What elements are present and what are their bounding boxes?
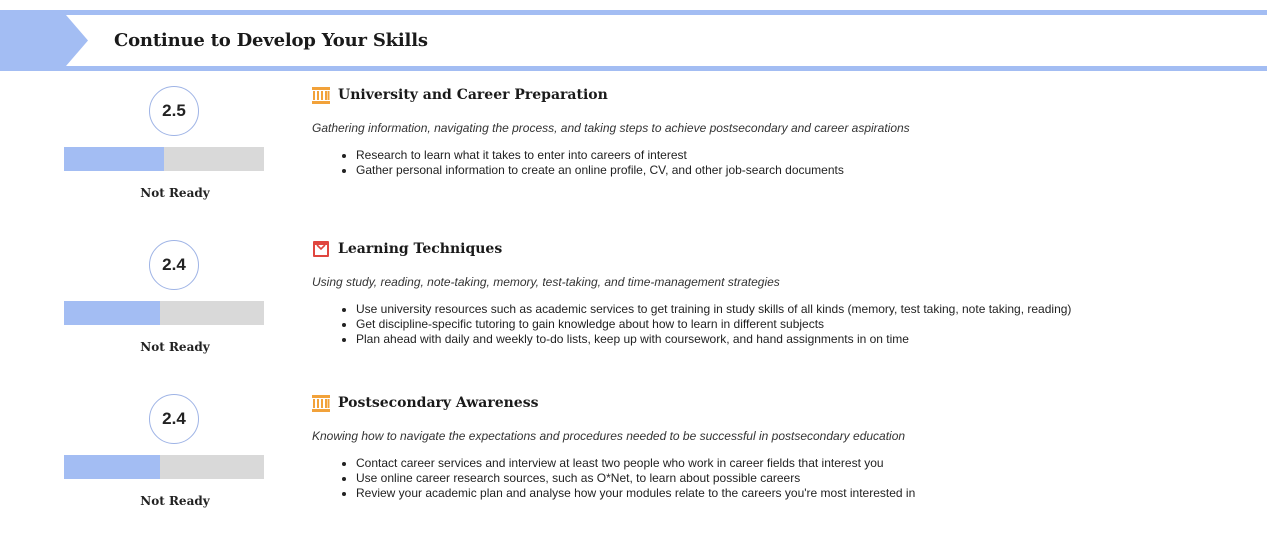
recommendation-list — [340, 148, 844, 178]
skill-university-career-preparation — [0, 86, 1267, 236]
skill-title: Postsecondary Awareness — [338, 395, 539, 411]
header-top-bar — [0, 10, 1267, 15]
university-icon — [312, 86, 330, 104]
skill-description: Using study, reading, note-taking, memory, test-taking, and time-management strategies — [312, 275, 780, 289]
list-item: • Gather personal information to create an online profile, CV, and other job-search documents — [356, 163, 844, 178]
readiness-bar-fill — [64, 301, 160, 325]
recommendation-list — [340, 302, 1071, 347]
header-chevron-icon — [0, 15, 88, 66]
skill-description: Gathering information, navigating the process, and taking steps to achieve postsecondary and career aspirations — [312, 121, 910, 135]
status-label: Not Ready — [140, 186, 210, 200]
recommendation-list — [340, 456, 915, 501]
readiness-bar — [64, 301, 264, 325]
header-bottom-bar — [0, 66, 1267, 71]
skill-learning-techniques — [0, 240, 1267, 390]
status-label: Not Ready — [140, 494, 210, 508]
list-item: • Research to learn what it takes to enter into careers of interest — [356, 148, 844, 163]
readiness-bar — [64, 455, 264, 479]
list-item: • Plan ahead with daily and weekly to-do lists, keep up with coursework, and hand assignments in on time — [356, 332, 1071, 347]
skill-title: University and Career Preparation — [338, 87, 608, 103]
notebook-icon — [312, 240, 330, 258]
page-title: Continue to Develop Your Skills — [114, 30, 428, 51]
skill-description: Knowing how to navigate the expectations and procedures needed to be successful in postsecondary education — [312, 429, 906, 443]
readiness-bar-fill — [64, 455, 160, 479]
list-item: • Contact career services and interview at least two people who work in career fields that interest you — [356, 456, 915, 471]
score-badge: 2.4 — [149, 240, 199, 290]
status-label: Not Ready — [140, 340, 210, 354]
list-item: • Get discipline-specific tutoring to gain knowledge about how to learn in different subjects — [356, 317, 1071, 332]
skill-postsecondary-awareness — [0, 394, 1267, 544]
list-item: • Review your academic plan and analyse how your modules relate to the careers you're most interested in — [356, 486, 915, 501]
university-icon — [312, 394, 330, 412]
readiness-bar-fill — [64, 147, 164, 171]
section-header — [0, 10, 1267, 72]
list-item: • Use university resources such as academic services to get training in study skills of all kinds (memory, test taking, note taking, reading) — [356, 302, 1071, 317]
skill-title: Learning Techniques — [338, 241, 503, 257]
readiness-bar — [64, 147, 264, 171]
list-item: • Use online career research sources, such as O*Net, to learn about possible careers — [356, 471, 915, 486]
score-badge: 2.4 — [149, 394, 199, 444]
score-badge: 2.5 — [149, 86, 199, 136]
